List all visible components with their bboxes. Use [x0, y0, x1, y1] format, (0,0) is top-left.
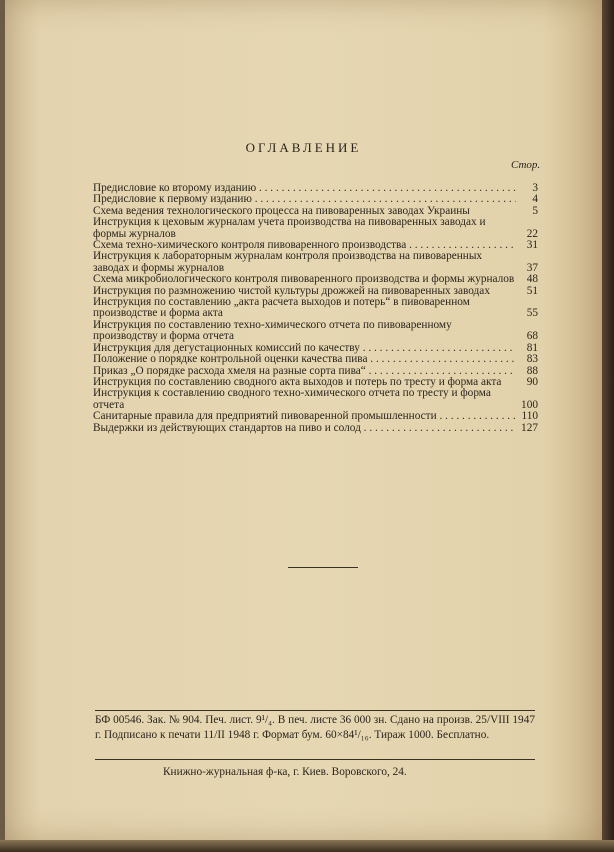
toc-entry [93, 423, 538, 434]
toc-entry [93, 217, 538, 240]
page-title: ОГЛАВЛЕНИЕ [245, 140, 362, 155]
toc-entry [93, 297, 538, 320]
toc-entry-page: 37 [526, 261, 538, 274]
book-page [5, 0, 602, 840]
toc-entry [93, 343, 538, 354]
toc-entry-title: Выдержки из действующих стандартов на пиво и солод . . . [93, 423, 516, 434]
toc-entry-page: 51 [526, 284, 538, 297]
toc-entry-title: Инструкция к составлению сводного техно-химического отчета по тресту и форма отчета [93, 387, 491, 411]
toc-entry-page: 90 [526, 375, 538, 388]
toc-entry [93, 354, 538, 365]
toc-entry-page: 48 [526, 273, 538, 286]
toc-entry-page: 100 [521, 398, 538, 411]
toc-entry-page: 5 [532, 204, 538, 217]
toc-entry-page: 110 [521, 410, 538, 423]
toc-entry-page: 83 [526, 353, 538, 366]
toc-entry-title: Инструкция по составлению техно-химического отчета по пивоваренному производству и форма отчета [93, 318, 452, 343]
toc-entry [93, 320, 538, 343]
toc-entry [93, 274, 538, 285]
toc-entry [93, 183, 538, 194]
toc-entry-title: Инструкция для дегустационных комиссий по качеству . . . [93, 343, 516, 354]
toc-entry-page: 31 [526, 239, 538, 252]
toc-entry-title: Схема техно-химического контроля пивоваренного производства . . . [93, 240, 516, 251]
toc-entry-title: Схема микробиологического контроля пивоваренного производства и формы журналов [93, 273, 515, 286]
toc-entry-page: 88 [526, 364, 538, 377]
toc-entry-title: Инструкция по составлению сводного акта выходов и потерь по тресту и форма акта [93, 375, 502, 388]
toc-entry-title: Инструкция по размножению чистой культуры дрожжей на пивоваренных заводах [93, 284, 490, 297]
toc-entry [93, 251, 538, 274]
printer-info: Книжно-журнальная ф-ка, г. Киев. Воровского, 24. [163, 766, 407, 778]
toc-entry-page: 55 [526, 307, 538, 320]
table-of-contents [93, 183, 538, 434]
imprint-bottom-rule [95, 759, 535, 760]
toc-entry-title: Санитарные правила для предприятий пивоваренной промышленности . . . [93, 411, 516, 422]
imprint-block: БФ 00546. Зак. № 904. Печ. лист. 9¹/₄. В печ. листе 36 000 зн. Сдано на произв. 25/VIII 1947 г. Подписано к печати 11/II 1948 г. Формат бум. 60×84¹/₁₆. Тираж 1000. Бесплатно. [95, 714, 535, 741]
toc-entry [93, 388, 538, 411]
toc-entry-title: Инструкция по составлению „акта расчета выходов и потерь“ в пивоваренном производстве и форма акта [93, 296, 470, 320]
toc-entry-page: 81 [526, 341, 538, 354]
toc-entry-page: 68 [526, 330, 538, 343]
book-bottom-edge [0, 840, 614, 852]
toc-entry-page: 22 [526, 227, 538, 240]
toc-entry-title: Схема ведения технологического процесса на пивоваренных заводах Украины [93, 204, 470, 217]
toc-entry-title: Предисловие ко второму изданию . . . [93, 183, 516, 194]
toc-entry-page: 127 [521, 421, 538, 434]
imprint-top-rule [95, 710, 535, 711]
toc-entry [93, 411, 538, 422]
page-column-label: Стор. [511, 159, 541, 171]
toc-entry-title: Приказ „О порядке расхода хмеля на разные сорта пива“ . . . [93, 366, 516, 377]
separator-line [288, 567, 358, 568]
toc-entry-page: 3 [532, 182, 538, 194]
toc-entry-title: Предисловие к первому изданию . . . [93, 194, 516, 205]
book-spine-edge [602, 0, 614, 852]
toc-entry-title: Инструкция к цеховым журналам учета производства на пивоваренных заводах и формы журналов [93, 216, 486, 240]
toc-entry-title: Инструкция к лабораторным журналам контроля производства на пивоваренных заводах и формы журналов [93, 250, 483, 274]
toc-entry-page: 4 [532, 193, 538, 206]
toc-entry-title: Положение о порядке контрольной оценки качества пива . . . [93, 354, 516, 365]
